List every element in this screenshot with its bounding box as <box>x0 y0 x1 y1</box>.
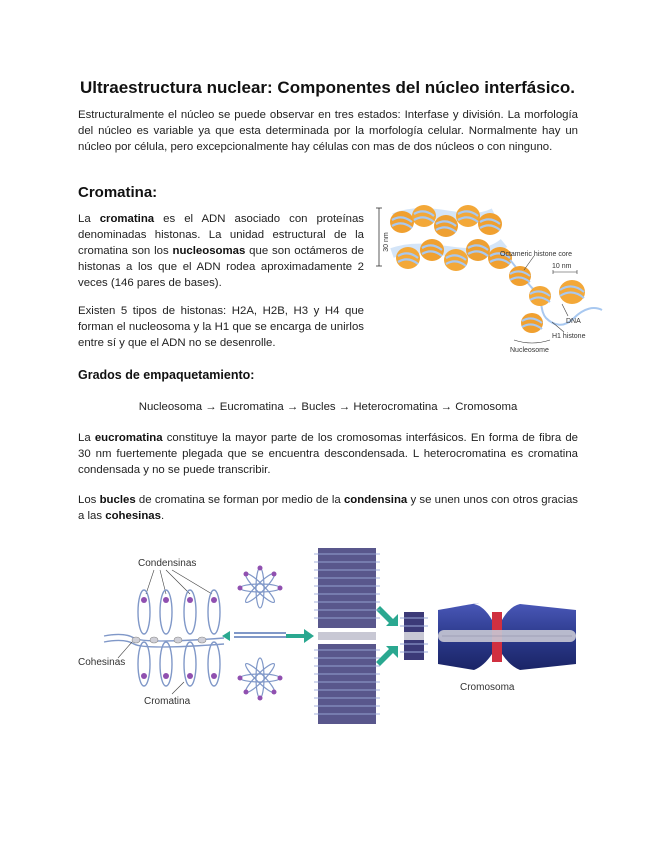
label-dna: DNA <box>566 318 581 325</box>
fiber-30nm <box>390 205 512 271</box>
label-cromatina: Cromatina <box>144 696 191 707</box>
nucleosome-core <box>521 313 543 333</box>
cromatina-heading: Cromatina: <box>78 184 158 201</box>
label-condensinas: Condensinas <box>138 558 197 569</box>
label-nucleosome: Nucleosome <box>510 347 549 354</box>
packaging-sequence: Nucleosoma → Eucromatina → Bucles → Heterocromatina → Cromosoma <box>138 401 518 413</box>
intro-paragraph: Estructuralmente el núcleo se puede observar en tres estados: Interfase y división. La morfología del núcleo es variable ya que esta determinada por la morfología celular. Normalmente hay un núcleo por célula, pero excepcionalmente hay células con mas de dos núcleos o con ninguno. <box>78 109 578 153</box>
bold-term: cromatina <box>99 213 155 225</box>
nucleosome-core <box>509 266 531 286</box>
nucleosome-core <box>529 286 551 306</box>
panel-condensed <box>314 548 380 724</box>
bold-term: cohesinas <box>105 510 161 522</box>
grados-heading: Grados de empaquetamiento: <box>78 368 255 382</box>
label-core: Octameric histone core <box>500 251 572 258</box>
label-10nm: 10 nm <box>552 263 572 270</box>
histonas-paragraph: Existen 5 tipos de histonas: H2A, H2B, H3 y H4 que forman el nucleosoma y la H1 que se encarga de unirlos entre sí y que el ADN no se desenrolle. <box>78 305 364 349</box>
label-cohesinas: Cohesinas <box>78 657 126 668</box>
chromosome <box>438 603 576 693</box>
bold-term: eucromatina <box>94 432 163 444</box>
label-30nm: 30 nm <box>383 232 390 252</box>
panel-loops <box>78 558 224 707</box>
nucleosome-figure <box>374 198 606 360</box>
eucromatina-paragraph: La eucromatina constituye la mayor parte de los cromosomas interfásicos. En forma de fibra de 30 nm fuertemente plegada que se encuentra descondensada. L heterocromatina es cromatina condensada y no se puede transcribir. <box>78 432 578 476</box>
label-cromosoma: Cromosoma <box>460 682 515 693</box>
bold-term: condensina <box>343 494 408 506</box>
chromatin-condensation-figure <box>74 540 586 735</box>
beads-on-string <box>509 260 602 333</box>
panel-small <box>400 612 428 660</box>
bucles-paragraph: Los bucles de cromatina se forman por medio de la condensina y se unen unos con otros gracias a las cohesinas. <box>78 494 579 522</box>
label-h1: H1 histone <box>552 333 586 340</box>
bold-term: bucles <box>99 494 136 506</box>
cromatina-paragraph: La cromatina es el ADN asociado con proteínas denominadas histonas. La unidad estructural de la cromatina son los nucleosomas que son octámeros de histonas a los que el ADN rodea aproximadamente 2 veces (146 pares de bases). <box>78 213 364 289</box>
page-title: Ultraestructura nuclear: Componentes del núcleo interfásico. <box>79 78 575 97</box>
bold-term: nucleosomas <box>172 245 246 257</box>
